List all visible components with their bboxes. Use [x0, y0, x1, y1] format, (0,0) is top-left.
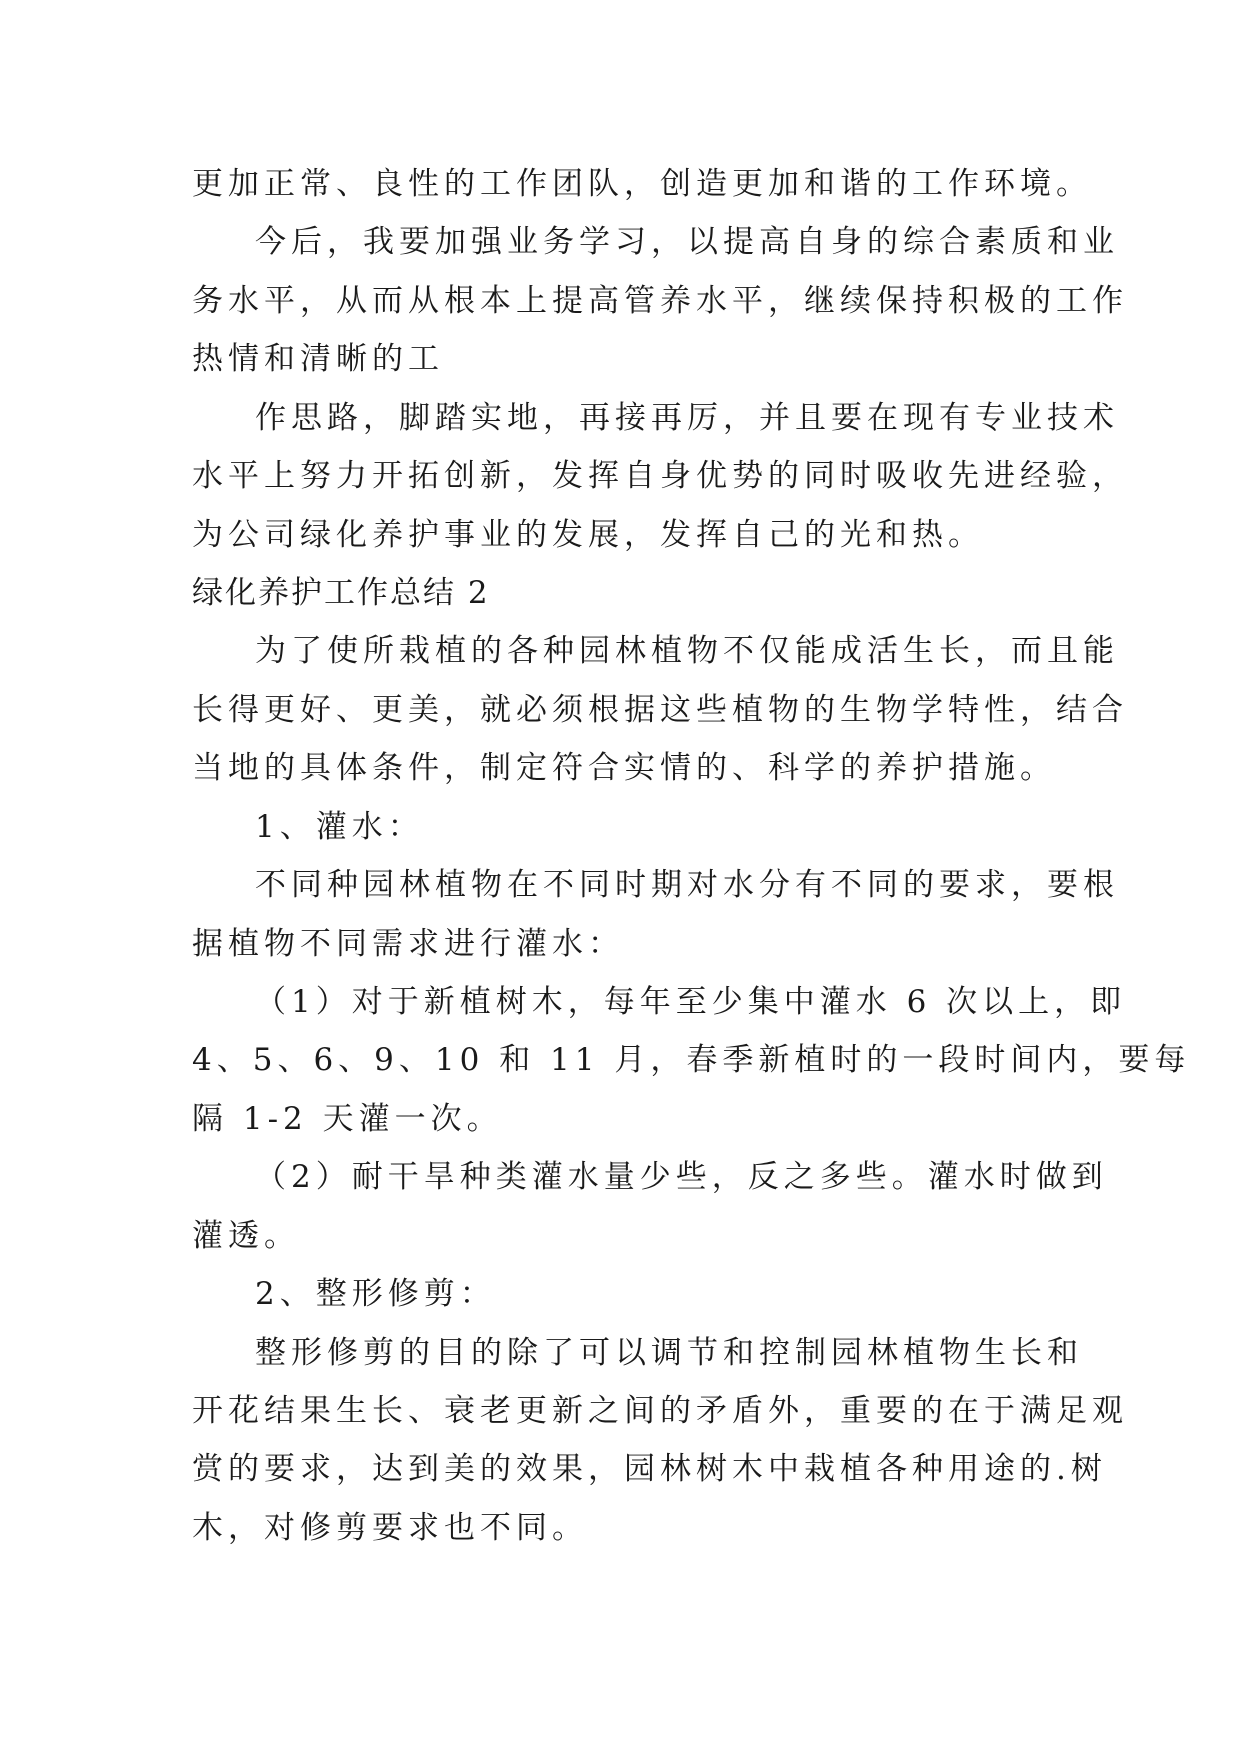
text-line: （1）对于新植树木，每年至少集中灌水 6 次以上，即: [255, 984, 1127, 1020]
section-heading: 绿化养护工作总结 2: [192, 575, 490, 611]
text-line: 4、5、6、9、10 和 11 月，春季新植时的一段时间内，要每: [192, 1042, 1191, 1078]
text-line: 热情和清晰的工: [192, 341, 444, 377]
text-line: 据植物不同需求进行灌水：: [192, 926, 624, 962]
text-line: 为了使所栽植的各种园林植物不仅能成活生长，而且能: [255, 633, 1119, 669]
text-line: 灌透。: [192, 1218, 300, 1254]
text-line: 赏的要求，达到美的效果，园林树木中栽植各种用途的.树: [192, 1451, 1107, 1487]
text-line: （2）耐干旱种类灌水量少些，反之多些。灌水时做到: [255, 1159, 1108, 1195]
text-line: 今后，我要加强业务学习，以提高自身的综合素质和业: [255, 224, 1119, 260]
text-line: 当地的具体条件，制定符合实情的、科学的养护措施。: [192, 750, 1056, 786]
text-line: 开花结果生长、衰老更新之间的矛盾外，重要的在于满足观: [192, 1393, 1128, 1429]
subheading: 2、整形修剪：: [255, 1276, 496, 1312]
text-line: 作思路，脚踏实地，再接再厉，并且要在现有专业技术: [255, 400, 1119, 436]
text-line: 木，对修剪要求也不同。: [192, 1510, 588, 1546]
text-line: 不同种园林植物在不同时期对水分有不同的要求，要根: [255, 867, 1119, 903]
text-line: 务水平，从而从根本上提高管养水平，继续保持积极的工作: [192, 283, 1128, 319]
text-line: 隔 1-2 天灌一次。: [192, 1101, 503, 1137]
text-line: 水平上努力开拓创新，发挥自身优势的同时吸收先进经验，: [192, 458, 1128, 494]
text-line: 更加正常、良性的工作团队，创造更加和谐的工作环境。: [192, 166, 1092, 202]
text-line: 为公司绿化养护事业的发展，发挥自己的光和热。: [192, 517, 984, 553]
text-line: 整形修剪的目的除了可以调节和控制园林植物生长和: [255, 1335, 1083, 1371]
subheading: 1、灌水：: [255, 809, 424, 845]
text-line: 长得更好、更美，就必须根据这些植物的生物学特性，结合: [192, 692, 1128, 728]
